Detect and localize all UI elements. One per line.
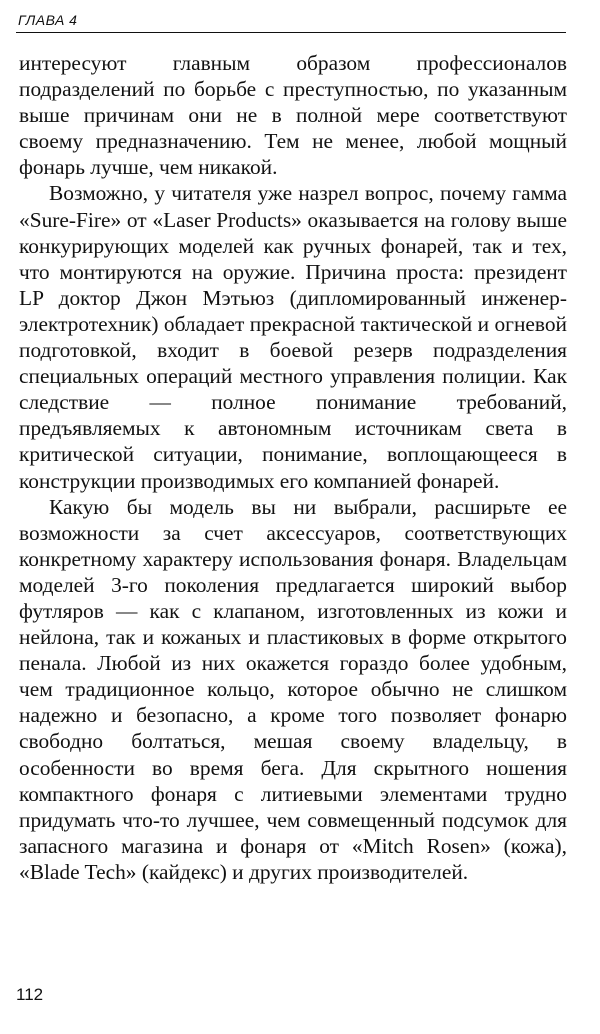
body-text [19,50,567,885]
paragraph: интересуют главным образом профессионалов подразделений по борьбе с преступностью, по указанным выше причинам они не в полной мере соответствуют своему предназначению. Тем не менее, любой мощный фонарь лучше, чем никакой. [19,51,567,180]
chapter-label: ГЛАВА 4 [18,12,78,28]
page-number: 112 [16,985,44,1004]
paragraph: Возможно, у читателя уже назрел вопрос, почему гамма «Sure-Fire» от «Laser Products» оказывается на голову выше конкурирующих моделей как ручных фонарей, так и тех, что монтируются на оружие. Причина проста: президент LP доктор Джон Мэтьюз (дипломированный инженер-электротехник) обладает прекрасной тактической и огневой подготовкой, входит в боевой резерв подразделения специальных операций местного управления полиции. Как следствие — полное понимание требований, предъявляемых к автономным источникам света в критической ситуации, понимание, воплощающееся в конструкции производимых его компанией фонарей. [19,181,567,493]
running-header [16,10,566,33]
paragraph: Какую бы модель вы ни выбрали, расширьте ее возможности за счет аксессуаров, соответствующих конкретному характеру использования фонаря. Владельцам моделей 3-го поколения предлагается широкий выбор футляров — как с клапаном, изготовленных из кожи и нейлона, так и кожаных и пластиковых в форме открытого пенала. Любой из них окажется гораздо более удобным, чем традиционное кольцо, которое обычно не слишком надежно и безопасно, а кроме того позволяет фонарю свободно болтаться, мешая своему владельцу, в особенности во время бега. Для скрытного ношения компактного фонаря с литиевыми элементами трудно придумать что-то лучшее, чем совмещенный подсумок для запасного магазина и фонаря от «Mitch Rosen» (кожа), «Blade Tech» (кайдекс) и других производителей. [19,494,567,884]
